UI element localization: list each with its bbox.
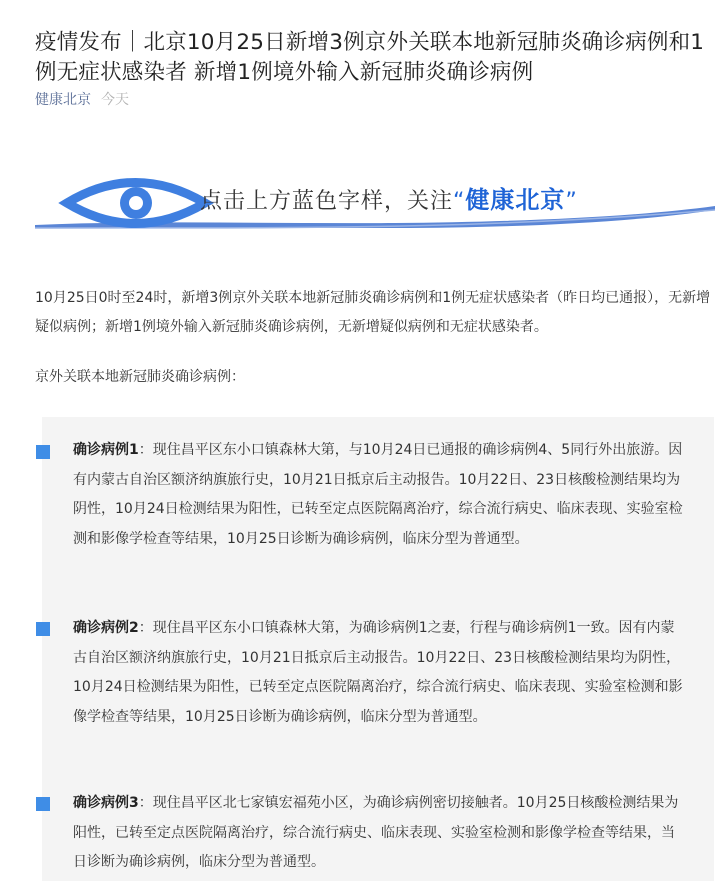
bullet-square-icon — [36, 445, 50, 459]
section-heading: 京外关联本地新冠肺炎确诊病例： — [35, 369, 245, 385]
case-text: ：现住昌平区东小口镇森林大第，为确诊病例1之妻，行程与确诊病例1一致。因有内蒙古自治区额济纳旗旅行史，10月21日抵京后主动报告。10月22日、23日核酸检测结果均为阴性，10月24日检测结果为阳性，已转至定点医院隔离治疗，综合流行病史、临床表现、实验室检测和影像学检查等结果，10月25日诊断为确诊病例，临床分型为普通型。 — [73, 620, 683, 725]
case-paragraph — [73, 436, 685, 554]
case-label: 确诊病例2 — [73, 620, 139, 636]
case-text: ：现住昌平区东小口镇森林大第，与10月24日已通报的确诊病例4、5同行外出旅游。因有内蒙古自治区额济纳旗旅行史，10月21日抵京后主动报告。10月22日、23日核酸检测结果均为阴性，10月24日检测结果为阳性，已转至定点医院隔离治疗，综合流行病史、临床表现、实验室检测和影像学检查等结果，10月25日诊断为确诊病例，临床分型为普通型。 — [73, 442, 683, 547]
bullet-square-icon — [36, 622, 50, 636]
eye-icon — [67, 183, 205, 224]
case-label: 确诊病例3 — [73, 795, 139, 811]
case-paragraph — [73, 614, 685, 732]
case-text: ：现住昌平区北七家镇宏福苑小区，为确诊病例密切接触者。10月25日核酸检测结果为阳性，已转至定点医院隔离治疗，综合流行病史、临床表现、实验室检测和影像学检查等结果，当日诊断为确诊病例，临床分型为普通型。 — [73, 795, 679, 870]
article-title: 疫情发布｜北京10月25日新增3例京外关联本地新冠肺炎确诊病例和1例无症状感染者 新增1例境外输入新冠肺炎确诊病例 — [35, 30, 705, 86]
follow-banner[interactable] — [35, 170, 715, 240]
follow-prompt — [200, 180, 578, 215]
brand-name[interactable]: 健康北京 — [465, 186, 566, 214]
bullet-square-icon — [36, 797, 50, 811]
article-meta — [35, 89, 129, 109]
quote-close: ” — [565, 189, 578, 214]
case-label: 确诊病例1 — [73, 442, 139, 458]
author-link[interactable]: 健康北京 — [35, 92, 91, 108]
publish-time: 今天 — [101, 92, 129, 108]
quote-open: “ — [453, 189, 466, 214]
follow-prompt-text: 点击上方蓝色字样，关注 — [200, 189, 454, 214]
case-paragraph — [73, 789, 685, 878]
intro-paragraph: 10月25日0时至24时，新增3例京外关联本地新冠肺炎确诊病例和1例无症状感染者（昨日均已通报），无新增疑似病例；新增1例境外输入新冠肺炎确诊病例，无新增疑似病例和无症状感染者。 — [35, 290, 711, 335]
